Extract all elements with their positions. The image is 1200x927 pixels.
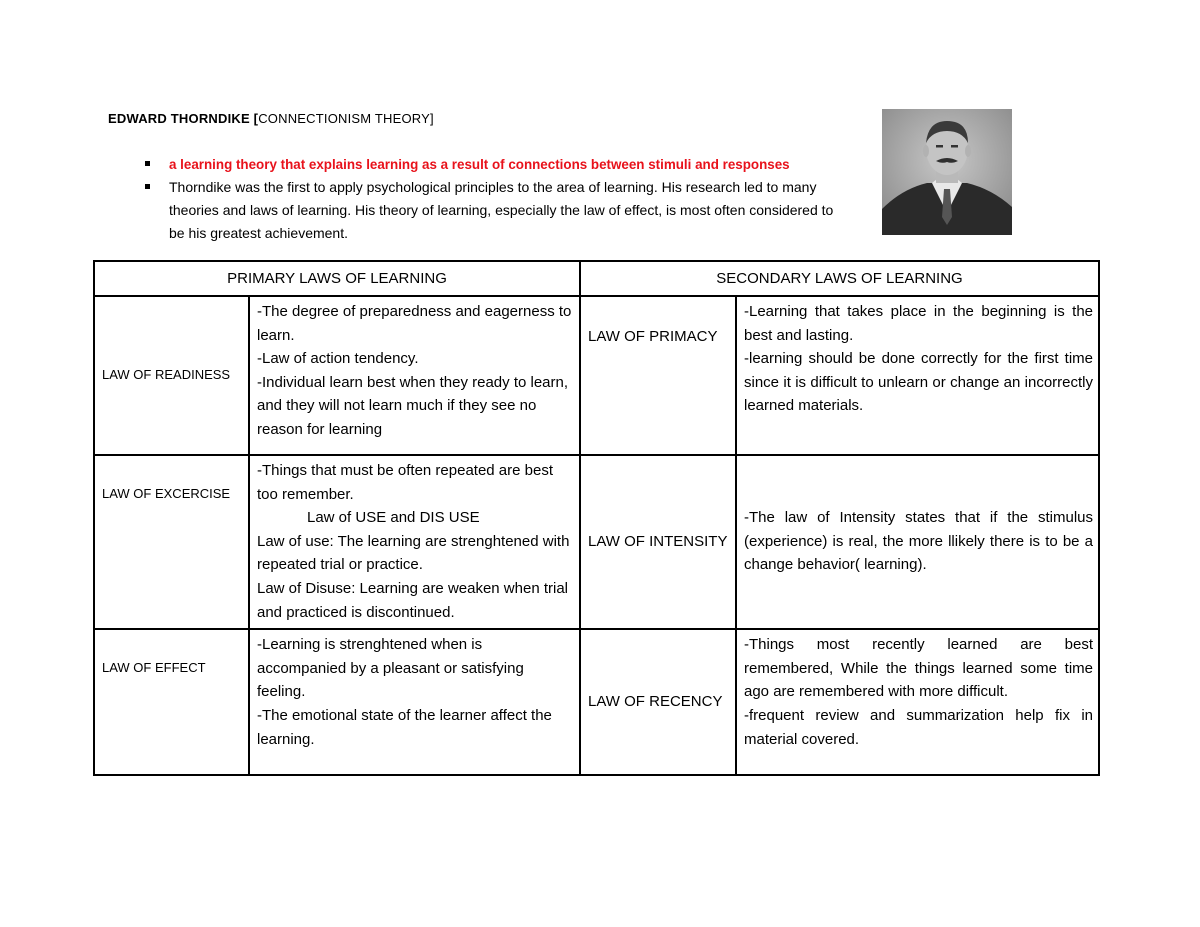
description-line: -Learning that takes place in the beginning is the best and lasting. xyxy=(744,303,1094,344)
header-secondary-laws: SECONDARY LAWS OF LEARNING xyxy=(580,261,1099,296)
law-of-excercise-description xyxy=(249,455,580,629)
description-line: -The emotional state of the learner affect the learning. xyxy=(257,706,552,748)
law-of-effect-label: LAW OF EFFECT xyxy=(94,629,249,775)
description-line: -Things that must be often repeated are best too remember. xyxy=(257,462,554,503)
description-line: -Learning is strenghtened when is accompanied by a pleasant or satisfying feeling. xyxy=(257,636,524,701)
law-of-effect-description xyxy=(249,629,580,775)
description-line: -Individual learn best when they ready to learn, and they will not learn much if they see no reason for learning xyxy=(257,373,569,438)
table-header-row xyxy=(94,261,1099,296)
table-row xyxy=(94,629,1099,775)
document-title xyxy=(108,111,434,126)
law-of-intensity-description xyxy=(736,455,1099,629)
bullet-square-icon xyxy=(145,184,150,189)
description-line: -Things most recently learned are best remembered, While the things learned some time ago are remembered with more difficult. xyxy=(744,636,1094,701)
description-line: -Law of action tendency. xyxy=(257,350,419,368)
bullet-definition xyxy=(140,153,845,176)
law-of-recency-label: LAW OF RECENCY xyxy=(580,629,736,775)
description-line: -The degree of preparedness and eagerness to learn. xyxy=(257,303,572,344)
description-line: Law of Disuse: Learning are weaken when trial and practiced is discontinued. xyxy=(257,579,569,621)
bullet-text: Thorndike was the first to apply psychological principles to the area of learning. His research led to many theories and laws of learning. His theory of learning, especially the law of effect, is most often considered to be his greatest achievement. xyxy=(169,179,834,241)
header-primary-laws: PRIMARY LAWS OF LEARNING xyxy=(94,261,580,296)
thorndike-portrait-icon xyxy=(882,109,1012,235)
title-normal: CONNECTIONISM THEORY] xyxy=(258,111,434,126)
description-line: -The law of Intensity states that if the stimulus (experience) is real, the more llikely there is to be a change behavior( learning). xyxy=(744,509,1094,574)
law-of-recency-description xyxy=(736,629,1099,775)
bullet-text: a learning theory that explains learning as a result of connections between stimuli and responses xyxy=(169,157,790,172)
law-of-primacy-label: LAW OF PRIMACY xyxy=(580,296,736,455)
table-row xyxy=(94,455,1099,629)
bullet-background xyxy=(140,176,845,245)
title-bold: EDWARD THORNDIKE [ xyxy=(108,111,259,126)
description-line: -learning should be done correctly for the first time since it is difficult to unlearn or change an incorrectly learned materials. xyxy=(744,350,1094,415)
bullet-list xyxy=(140,153,845,245)
laws-of-learning-table xyxy=(93,260,1100,776)
law-of-intensity-label: LAW OF INTENSITY xyxy=(580,455,736,629)
law-of-primacy-description xyxy=(736,296,1099,455)
table-row xyxy=(94,296,1099,455)
description-line: -frequent review and summarization help fix in material covered. xyxy=(744,706,1094,748)
law-of-readiness-label: LAW OF READINESS xyxy=(94,296,249,455)
description-line: Law of use: The learning are strenghtened with repeated trial or practice. xyxy=(257,532,570,574)
bullet-square-icon xyxy=(145,161,150,166)
law-of-excercise-label: LAW OF EXCERCISE xyxy=(94,455,249,629)
law-of-readiness-description xyxy=(249,296,580,455)
description-subheading: Law of USE and DIS USE xyxy=(307,509,480,527)
